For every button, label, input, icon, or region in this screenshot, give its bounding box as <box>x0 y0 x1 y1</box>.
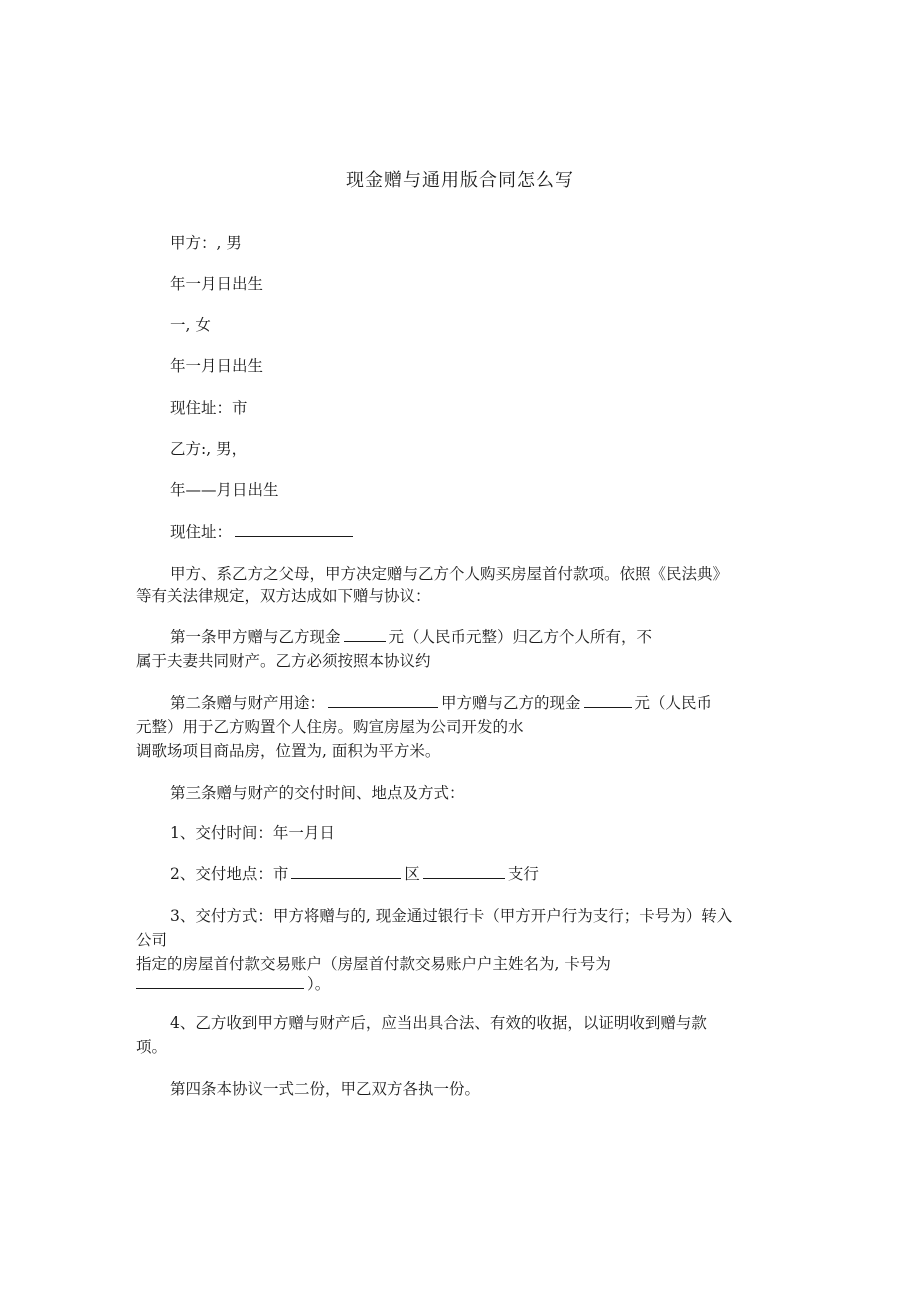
article-2-line-2: 元整）用于乙方购置个人住房。购宣房屋为公司开发的水 <box>136 718 524 736</box>
article-3-item-1: 1、交付时间：年一月日 <box>170 824 335 842</box>
article-2-line-3: 调歌场项目商品房，位置为, 面积为平方米。 <box>136 742 441 760</box>
party-a-birth-line: 年一月日出生 <box>170 275 264 293</box>
article-3-item-3-line-3: 指定的房屋首付款交易账户（房屋首付款交易账户户主姓名为, 卡号为 <box>136 955 611 973</box>
article-1-line-1 <box>170 626 652 648</box>
article-2-blank-1 <box>328 692 438 708</box>
article-3-item-3-line-1: 3、交付方式：甲方将赠与的, 现金通过银行卡（甲方开户行为支行；卡号为）转入 <box>170 907 733 925</box>
city-blank <box>291 863 401 879</box>
article-3-item-2-part-a: 2、交付地点：市 <box>170 865 289 883</box>
party-a2-birth-line: 年一月日出生 <box>170 357 264 375</box>
article-2-part-b: 甲方赠与乙方的现金 <box>441 694 581 712</box>
district-blank <box>423 863 505 879</box>
party-a2-line: 一, 女 <box>170 316 211 334</box>
article-3-item-3-line-4 <box>136 973 330 995</box>
party-b-line: 乙方:, 男， <box>170 440 248 458</box>
party-b-address-label: 现住址： <box>170 523 233 541</box>
article-3-heading: 第三条赠与财产的交付时间、地点及方式： <box>170 784 465 802</box>
article-1-blank <box>344 626 386 642</box>
party-a-line: 甲方：, 男 <box>170 234 242 252</box>
article-3-item-3-line-2: 公司 <box>136 931 168 949</box>
intro-line-1: 甲方、系乙方之父母，甲方决定赠与乙方个人购买房屋首付款项。依照《民法典》 <box>170 565 729 583</box>
party-b-birth-line: 年——月日出生 <box>170 481 279 499</box>
page-title: 现金赠与通用版合同怎么写 <box>346 170 574 191</box>
article-3-item-2-part-c: 支行 <box>507 865 539 883</box>
article-2-part-c: 元（人民币 <box>634 694 713 712</box>
article-2-part-a: 第二条赠与财产用途： <box>170 694 326 712</box>
article-2-line-1 <box>170 692 712 714</box>
article-3-item-4-line-1: 4、乙方收到甲方赠与财产后，应当出具合法、有效的收据，以证明收到赠与款 <box>170 1014 707 1032</box>
article-3-item-4-line-2: 项。 <box>136 1038 168 1056</box>
article-3-item-2-part-b: 区 <box>404 865 420 883</box>
article-1-part-b: 元（人民币元整）归乙方个人所有，不 <box>388 628 653 646</box>
article-3-item-2 <box>170 863 539 885</box>
article-1-line-2: 属于夫妻共同财产。乙方必须按照本协议约 <box>136 652 431 670</box>
address-blank <box>235 521 353 537</box>
party-b-address-line <box>170 521 356 543</box>
intro-line-2: 等有关法律规定，双方达成如下赠与协议： <box>136 587 431 605</box>
party-a-address-line: 现住址：市 <box>170 399 248 417</box>
article-1-part-a: 第一条甲方赠与乙方现金 <box>170 628 341 646</box>
article-4: 第四条本协议一式二份，甲乙双方各执一份。 <box>170 1080 481 1098</box>
card-number-blank <box>136 973 304 989</box>
article-3-item-3-end: ）。 <box>307 975 331 993</box>
article-2-blank-2 <box>584 692 632 708</box>
